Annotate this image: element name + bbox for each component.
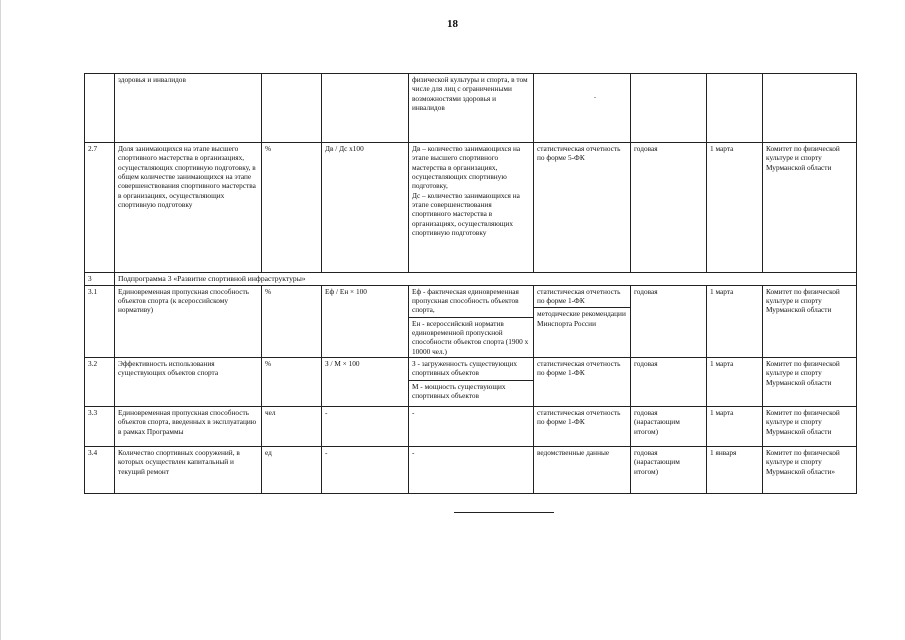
unit-of-measure: % — [262, 358, 322, 407]
page-number: 18 — [447, 18, 458, 30]
variable-description: Еф - фактическая единовременная пропускная способность объектов спорта, — [409, 287, 533, 318]
formula-variables — [409, 74, 534, 143]
variable-description: Ен - всероссийский норматив единовременной пропускной способности объектов спорта (1900 х 10000 чел.) — [412, 318, 529, 356]
indicator-name: Эффективность использования существующих объектов спорта — [115, 358, 262, 407]
calculation-formula: - — [322, 447, 409, 494]
formula-variables — [409, 143, 534, 273]
row-number: 3.3 — [85, 407, 115, 447]
variable-description: - — [412, 448, 415, 458]
table-row — [85, 407, 857, 447]
table-section-row — [85, 273, 857, 286]
variable-description: З - загруженность существующих спортивных объектов — [409, 359, 533, 381]
reporting-period: годовая (нарастающим итогом) — [631, 407, 707, 447]
calculation-formula: Дв / Дс х100 — [322, 143, 409, 273]
indicator-name: Единовременная пропускная способность объектов спорта, введенных в эксплуатацию в рамках Программы — [115, 407, 262, 447]
source-description: методические рекомендации Минспорта России — [537, 309, 626, 328]
unit-of-measure: % — [262, 285, 322, 357]
unit-of-measure: чел — [262, 407, 322, 447]
submission-deadline: 1 марта — [707, 407, 763, 447]
source-description: статистическая отчетность по форме 1-ФК — [534, 287, 630, 309]
data-source — [534, 74, 631, 143]
scan-left-edge — [0, 0, 1, 640]
reporting-period: годовая — [631, 285, 707, 357]
table-row — [85, 447, 857, 494]
row-number: 3.4 — [85, 447, 115, 494]
submission-deadline: 1 марта — [707, 285, 763, 357]
section-title: Подпрограмма 3 «Развитие спортивной инфраструктуры» — [115, 273, 857, 286]
calculation-formula — [322, 74, 409, 143]
responsible-body: Комитет по физической культуре и спорту Мурманской области» — [763, 447, 857, 494]
table-row — [85, 358, 857, 407]
submission-deadline: 1 января — [707, 447, 763, 494]
source-description: ведомственные данные — [537, 448, 610, 458]
calculation-formula: Еф / Ен × 100 — [322, 285, 409, 357]
submission-deadline — [707, 74, 763, 143]
indicator-name: Доля занимающихся на этапе высшего спортивного мастерства в организациях, осуществляющих спортивную подготовку, в общем количестве занимающихся на этапе совершенствования спортивного мастерства в организациях, осуществляющих спортивную подготовку — [115, 143, 262, 273]
table-row — [85, 285, 857, 357]
indicator-name: Количество спортивных сооружений, в которых осуществлен капитальный и текущий ремонт — [115, 447, 262, 494]
reporting-period: годовая — [631, 358, 707, 407]
data-source — [534, 447, 631, 494]
responsible-body: Комитет по физической культуре и спорту Мурманской области — [763, 143, 857, 273]
formula-variables — [409, 407, 534, 447]
variable-description: Дв – количество занимающихся на этапе высшего спортивного мастерства в организациях, осуществляющих спортивную подготовку, Дс – количество занимающихся на этапе совершенствования спортивного мастерства в организациях, осуществляющих спортивную подготовку — [412, 144, 521, 237]
source-description: статистическая отчетность по форме 1-ФК — [537, 359, 621, 378]
variable-description: М - мощность существующих спортивных объектов — [412, 381, 506, 400]
unit-of-measure: % — [262, 143, 322, 273]
row-number: 2.7 — [85, 143, 115, 273]
row-number: 3 — [85, 273, 115, 286]
reporting-period — [631, 74, 707, 143]
formula-variables — [409, 447, 534, 494]
formula-variables — [409, 285, 534, 357]
indicator-name: здоровья и инвалидов — [115, 74, 262, 143]
indicator-name: Единовременная пропускная способность объектов спорта (к всероссийскому нормативу) — [115, 285, 262, 357]
submission-deadline: 1 марта — [707, 358, 763, 407]
row-number — [85, 74, 115, 143]
table-row — [85, 143, 857, 273]
footer-rule — [454, 512, 554, 513]
reporting-period: годовая — [631, 143, 707, 273]
source-description: статистическая отчетность по форме 1-ФК — [537, 408, 621, 427]
responsible-body — [763, 74, 857, 143]
submission-deadline: 1 марта — [707, 143, 763, 273]
unit-of-measure — [262, 74, 322, 143]
data-source — [534, 358, 631, 407]
data-source — [534, 285, 631, 357]
responsible-body: Комитет по физической культуре и спорту Мурманской области — [763, 285, 857, 357]
variable-description: - — [412, 408, 415, 418]
formula-variables — [409, 358, 534, 407]
calculation-formula: З / М × 100 — [322, 358, 409, 407]
table-row — [85, 74, 857, 143]
unit-of-measure: ед — [262, 447, 322, 494]
data-source — [534, 407, 631, 447]
calculation-formula: - — [322, 407, 409, 447]
source-description: статистическая отчетность по форме 5-ФК — [537, 144, 621, 163]
responsible-body: Комитет по физической культуре и спорту Мурманской области — [763, 358, 857, 407]
row-number: 3.2 — [85, 358, 115, 407]
reporting-period: годовая (нарастающим итогом) — [631, 447, 707, 494]
row-number: 3.1 — [85, 285, 115, 357]
data-source — [534, 143, 631, 273]
responsible-body: Комитет по физической культуре и спорту Мурманской области — [763, 407, 857, 447]
indicators-table — [84, 73, 857, 494]
variable-description: физической культуры и спорта, в том числе для лиц с ограниченными возможностями здоровья и инвалидов — [412, 75, 528, 112]
stray-mark: . — [594, 91, 596, 100]
